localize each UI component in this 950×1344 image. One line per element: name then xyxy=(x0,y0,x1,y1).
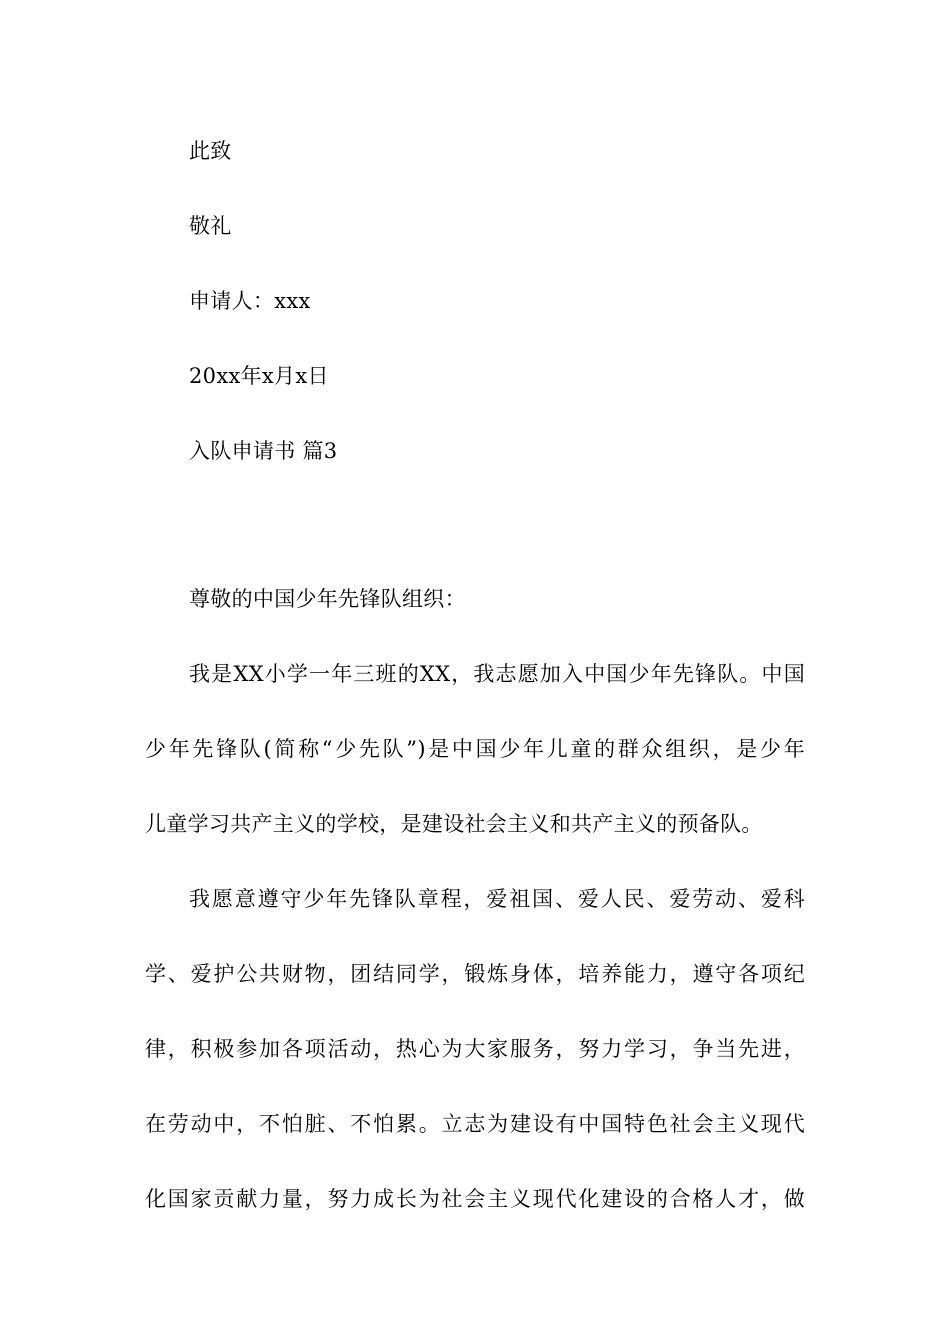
closing-respect: 敬礼 xyxy=(189,214,232,238)
paragraph-line: 律，积极参加各项活动，热心为大家服务，努力学习，争当先进， xyxy=(145,1037,805,1061)
paragraph-line: 儿童学习共产主义的学校，是建设社会主义和共产主义的预备队。 xyxy=(145,812,763,836)
closing-salutation: 此致 xyxy=(189,139,232,163)
paragraph-line: 我愿意遵守少年先锋队章程，爱祖国、爱人民、爱劳动、爱科 xyxy=(189,887,805,911)
applicant-signature: 申请人：xxx xyxy=(189,289,311,313)
paragraph-line: 学、爱护公共财物，团结同学，锻炼身体，培养能力，遵守各项纪 xyxy=(145,962,805,986)
paragraph-line: 在劳动中，不怕脏、不怕累。立志为建设有中国特色社会主义现代 xyxy=(145,1112,805,1136)
letter-greeting: 尊敬的中国少年先锋队组织： xyxy=(189,587,466,611)
application-date: 20xx年x月x日 xyxy=(189,364,329,388)
paragraph-line: 我是XX小学一年三班的XX，我志愿加入中国少年先锋队。中国 xyxy=(189,662,805,686)
paragraph-line: 少年先锋队(简称“少先队”)是中国少年儿童的群众组织，是少年 xyxy=(145,737,805,761)
section-title: 入队申请书 篇3 xyxy=(189,439,338,463)
paragraph-line: 化国家贡献力量，努力成长为社会主义现代化建设的合格人才，做 xyxy=(145,1187,805,1211)
